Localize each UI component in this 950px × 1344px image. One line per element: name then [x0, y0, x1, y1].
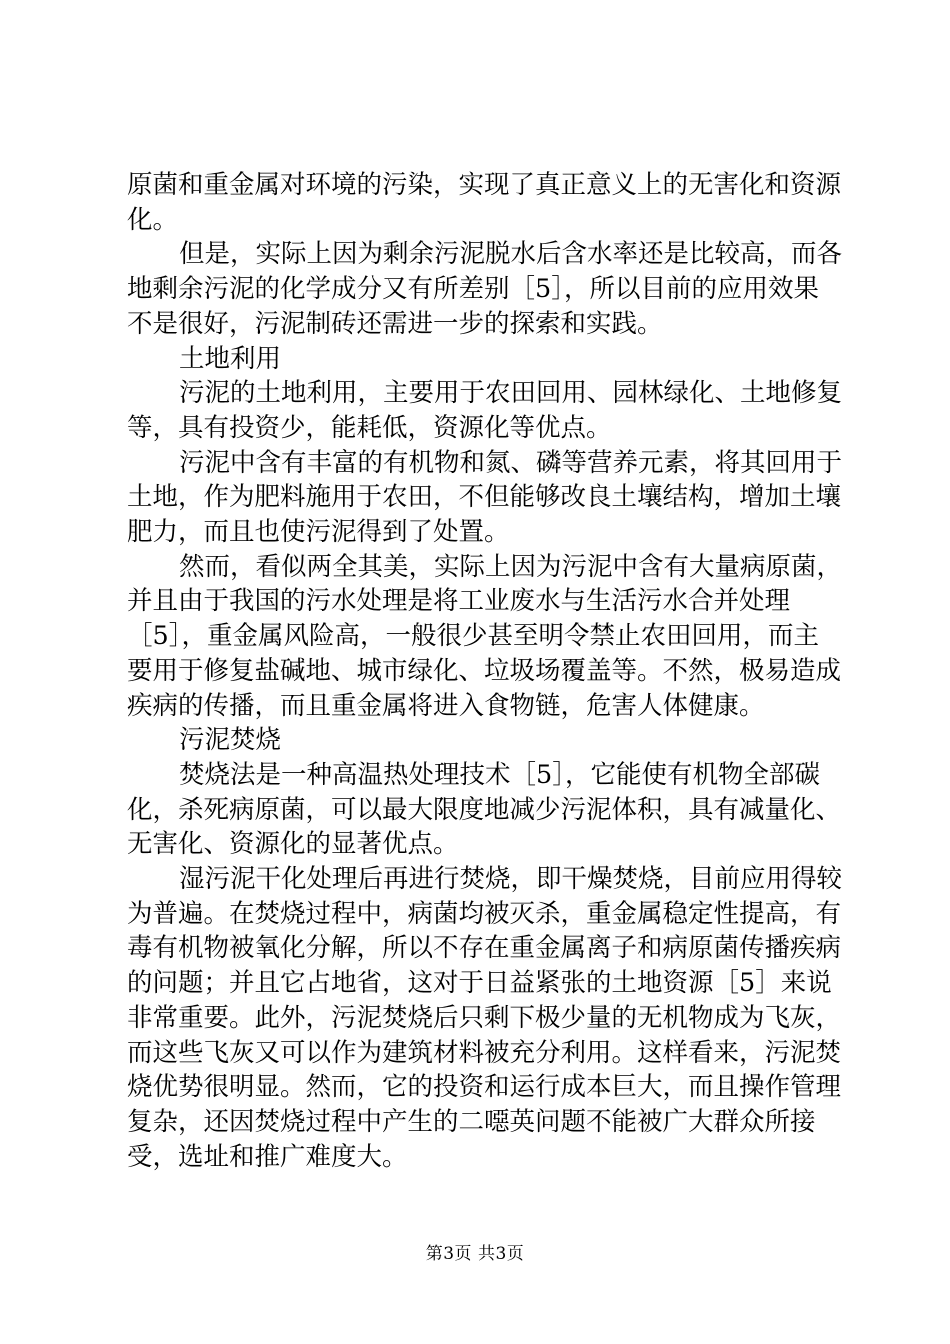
- paragraph-brick-making-status: 但是，实际上因为剩余污泥脱水后含水率还是比较高，而各地剩余污泥的化学成分又有所差别［5］，所以目前的应用效果不是很好，污泥制砖还需进一步的探索和实践。: [127, 239, 843, 339]
- page-number-footer: 第3页 共3页: [425, 1244, 525, 1264]
- paragraph-incineration-overview: 焚烧法是一种高温热处理技术［5］，它能使有机物全部碳化，杀死病原菌，可以最大限度地减少污泥体积，具有减量化、无害化、资源化的显著优点。: [127, 759, 842, 860]
- section-heading-land-use: 土地利用: [179, 343, 282, 374]
- paragraph-land-use-nutrients: 污泥中含有丰富的有机物和氮、磷等营养元素，将其回用于土地，作为肥料施用于农田，不但能够改良土壤结构，增加土壤肥力，而且也使污泥得到了处置。: [127, 447, 843, 548]
- paragraph-land-use-overview: 污泥的土地利用，主要用于农田回用、园林绿化、土地修复等，具有投资少，能耗低，资源化等优点。: [127, 378, 843, 443]
- paragraph-incineration-details: 湿污泥干化处理后再进行焚烧，即干燥焚烧，目前应用得较为普遍。在焚烧过程中，病菌均被灭杀，重金属稳定性提高，有毒有机物被氧化分解，所以不存在重金属离子和病原菌传播疾病的问题；并且它占地省，这对于日益紧张的土地资源［5］来说非常重要。此外，污泥焚烧后只剩下极少量的无机物成为飞灰，而这些飞灰又可以作为建筑材料被充分利用。这样看来，污泥焚烧优势很明显。然而，它的投资和运行成本巨大，而且操作管理复杂，还因焚烧过程中产生的二噁英问题不能被广大群众所接受，选址和推广难度大。: [127, 864, 843, 1172]
- section-heading-incineration: 污泥焚烧: [179, 725, 282, 756]
- paragraph-land-use-risks: 然而，看似两全其美，实际上因为污泥中含有大量病原菌，并且由于我国的污水处理是将工业废水与生活污水合并处理［5］，重金属风险高，一般很少甚至明令禁止农田回用，而主要用于修复盐碱地、城市绿化、垃圾场覆盖等。不然，极易造成疾病的传播，而且重金属将进入食物链，危害人体健康。: [127, 551, 843, 721]
- paragraph-continuation: 原菌和重金属对环境的污染，实现了真正意义上的无害化和资源化。: [127, 170, 842, 235]
- document-body: [127, 168, 842, 1174]
